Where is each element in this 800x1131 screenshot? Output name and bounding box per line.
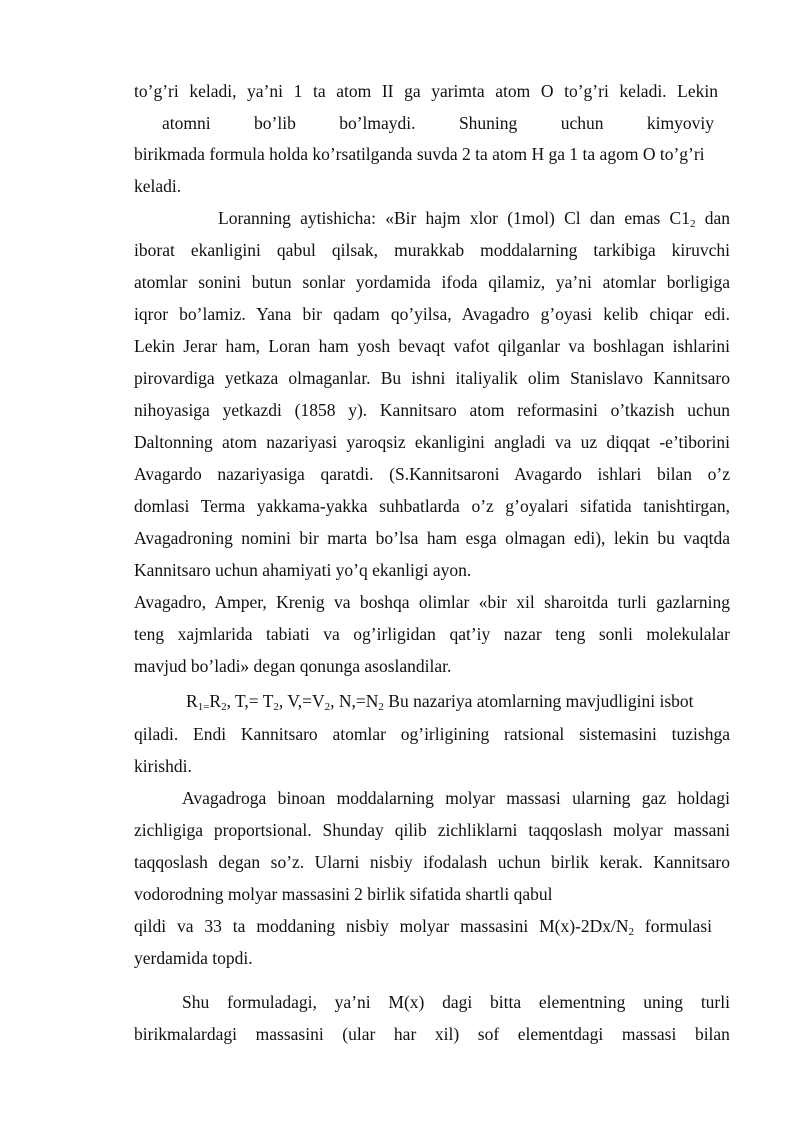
text-line: zichligiga proportsional. Shunday qilib zichliklarni taqqoslash molyar massani <box>134 820 730 840</box>
word: bo’lmaydi. <box>339 113 416 133</box>
word: uchun <box>560 113 604 133</box>
text-line: Avagadroga binoan moddalarning molyar massasi ularning gaz holdagi <box>182 788 730 808</box>
text-line <box>134 915 712 937</box>
word: atomni <box>162 113 211 133</box>
text-line: mavjud bo’ladi» degan qonunga asoslandilar. <box>134 656 452 676</box>
subscript: 2 <box>689 218 696 230</box>
subscript: 2 <box>221 701 227 713</box>
text-line: iborat ekanligini qabul qilsak, murakkab moddalarning tarkibiga kiruvchi <box>134 240 730 260</box>
text-line: Daltonning atom nazariyasi yaroqsiz ekanligini angladi va uz diqqat -e’tiborini <box>134 432 730 452</box>
loran-text: Loranning aytishicha: «Bir hajm xlor (1mol) Cl dan emas C1 <box>218 208 690 228</box>
formula-part: , V,=V <box>278 691 325 711</box>
text-line: keladi. <box>134 176 182 196</box>
formula-part: , N,=N <box>330 691 379 711</box>
text-line: domlasi Terma yakkama-yakka suhbatlarda o’z g’oyalari sifatida tanishtirgan, <box>134 496 730 516</box>
word: elementdagi <box>517 1024 604 1044</box>
text-line: iqror bo’lamiz. Yana bir qadam qo’yilsa, Avagadro g’oyasi kelib chiqar edi. <box>134 304 730 324</box>
formula-part: R <box>186 691 198 711</box>
qildi-text: qildi va 33 ta moddaning nisbiy molyar massasini M(x)-2Dx/N <box>134 916 629 936</box>
formula-part: Bu nazariya atomlarning mavjudligini isbot <box>383 691 694 711</box>
text-line-spread <box>162 112 714 134</box>
text-line: nihoyasiga yetkazdi (1858 y). Kannitsaro atom reformasini o’tkazish uchun <box>134 400 730 420</box>
word: Shuning <box>458 113 518 133</box>
text-line: atomlar sonini butun sonlar yordamida ifoda qilamiz, ya’ni atomlar borligiga <box>134 272 730 292</box>
formula-part: R <box>209 691 222 711</box>
formula-line <box>186 690 730 712</box>
word: bilan <box>694 1024 730 1044</box>
word: xil) <box>434 1024 460 1044</box>
word: kimyoviy <box>646 113 714 133</box>
subscript: 1= <box>197 701 210 713</box>
text-line <box>218 207 730 229</box>
text-line: pirovardiga yetkaza olmaganlar. Bu ishni italiyalik olim Stanislavo Kannitsaro <box>134 368 730 388</box>
text-line: teng xajmlarida tabiati va og’irligidan qat’iy nazar teng sonli molekulalar <box>134 624 730 644</box>
text-line: yerdamida topdi. <box>134 948 253 968</box>
word: massasi <box>621 1024 677 1044</box>
word: (ular <box>342 1024 376 1044</box>
word: bo’lib <box>254 113 296 133</box>
text-line: qiladi. Endi Kannitsaro atomlar og’irligining ratsional sistemasini tuzishga <box>134 724 730 744</box>
subscript: 2 <box>628 926 635 938</box>
word: sof <box>477 1024 500 1044</box>
text-line: Shu formuladagi, ya’ni M(x) dagi bitta elementning uning turli <box>182 992 730 1012</box>
text-line: vodorodning molyar massasini 2 birlik sifatida shartli qabul <box>134 884 553 904</box>
text-line: Lekin Jerar ham, Loran ham yosh bevaqt vafot qilganlar va boshlagan ishlarini <box>134 336 730 356</box>
text-line: birikmada formula holda ko’rsatilganda suvda 2 ta atom H ga 1 ta agom O to’g’ri <box>134 144 705 164</box>
subscript: 2 <box>378 701 384 713</box>
text-line: kirishdi. <box>134 756 192 776</box>
qildi-tail: formulasi <box>634 916 713 936</box>
word: har <box>393 1024 417 1044</box>
word: massasini <box>255 1024 324 1044</box>
formula-part: , T,= T <box>226 691 274 711</box>
text-line: Kannitsaro uchun ahamiyati yo’q ekanligi ayon. <box>134 560 472 580</box>
text-line: Avagadroning nomini bir marta bo’lsa ham esga olmagan edi), lekin bu vaqtda <box>134 528 730 548</box>
text-line: taqqoslash degan so’z. Ularni nisbiy ifodalash uchun birlik kerak. Kannitsaro <box>134 852 730 872</box>
subscript: 2 <box>324 701 331 713</box>
text-line: Avagadro, Amper, Krenig va boshqa olimlar «bir xil sharoitda turli gazlarning <box>134 592 730 612</box>
word: birikmalardagi <box>134 1024 238 1044</box>
text-line: Avagardo nazariyasiga qaratdi. (S.Kannitsaroni Avagardo ishlari bilan o’z <box>134 464 730 484</box>
loran-tail: dan <box>695 208 730 228</box>
text-line: to’g’ri keladi, ya’ni 1 ta atom II ga yarimta atom O to’g’ri keladi. Lekin <box>134 81 718 101</box>
subscript: 2 <box>273 701 279 713</box>
text-line-spread <box>134 1023 730 1045</box>
